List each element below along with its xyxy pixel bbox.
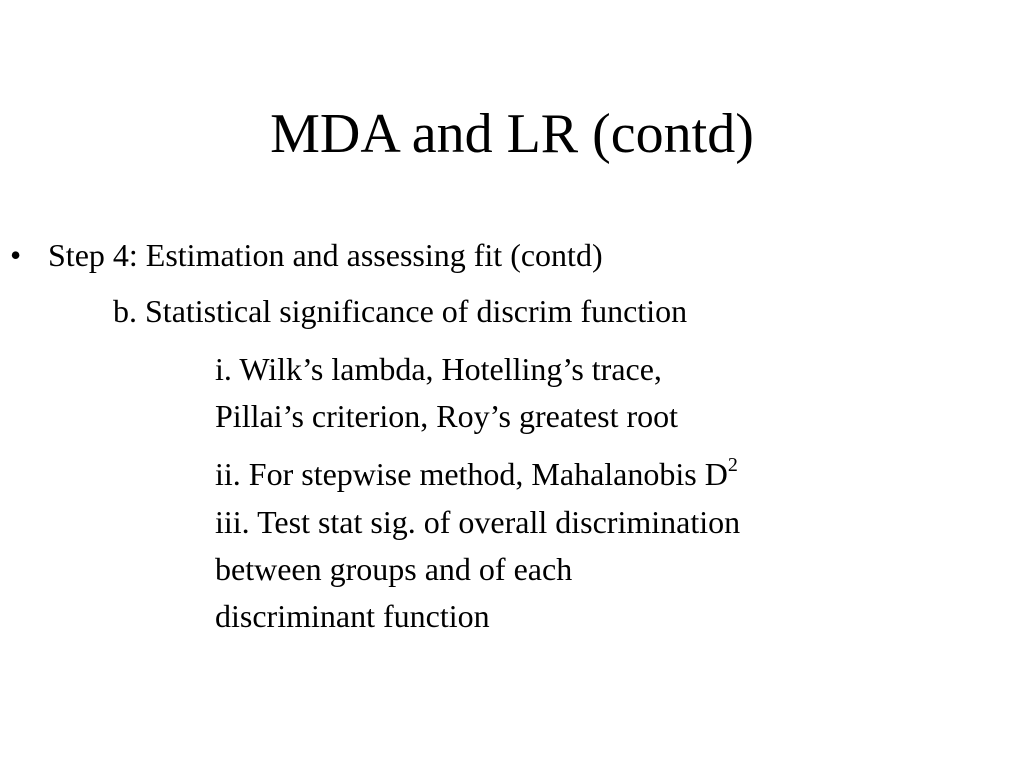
item-iii-line-3: discriminant function: [215, 598, 490, 634]
sub-item-b: b. Statistical significance of discrim function: [113, 293, 688, 329]
item-i-line-2: Pillai’s criterion, Roy’s greatest root: [215, 398, 679, 434]
item-i-line-1: i. Wilk’s lambda, Hotelling’s trace,: [215, 351, 662, 387]
bullet-icon: •: [10, 237, 22, 273]
slide-title: MDA and LR (contd): [270, 103, 754, 165]
item-ii: [215, 454, 738, 494]
item-ii-text: ii. For stepwise method, Mahalanobis D: [215, 456, 728, 492]
item-iii-line-2: between groups and of each: [215, 551, 573, 587]
bullet-step-4: Step 4: Estimation and assessing fit (contd): [48, 237, 603, 273]
item-ii-superscript: 2: [727, 454, 738, 477]
item-iii-line-1: iii. Test stat sig. of overall discrimination: [215, 504, 741, 540]
